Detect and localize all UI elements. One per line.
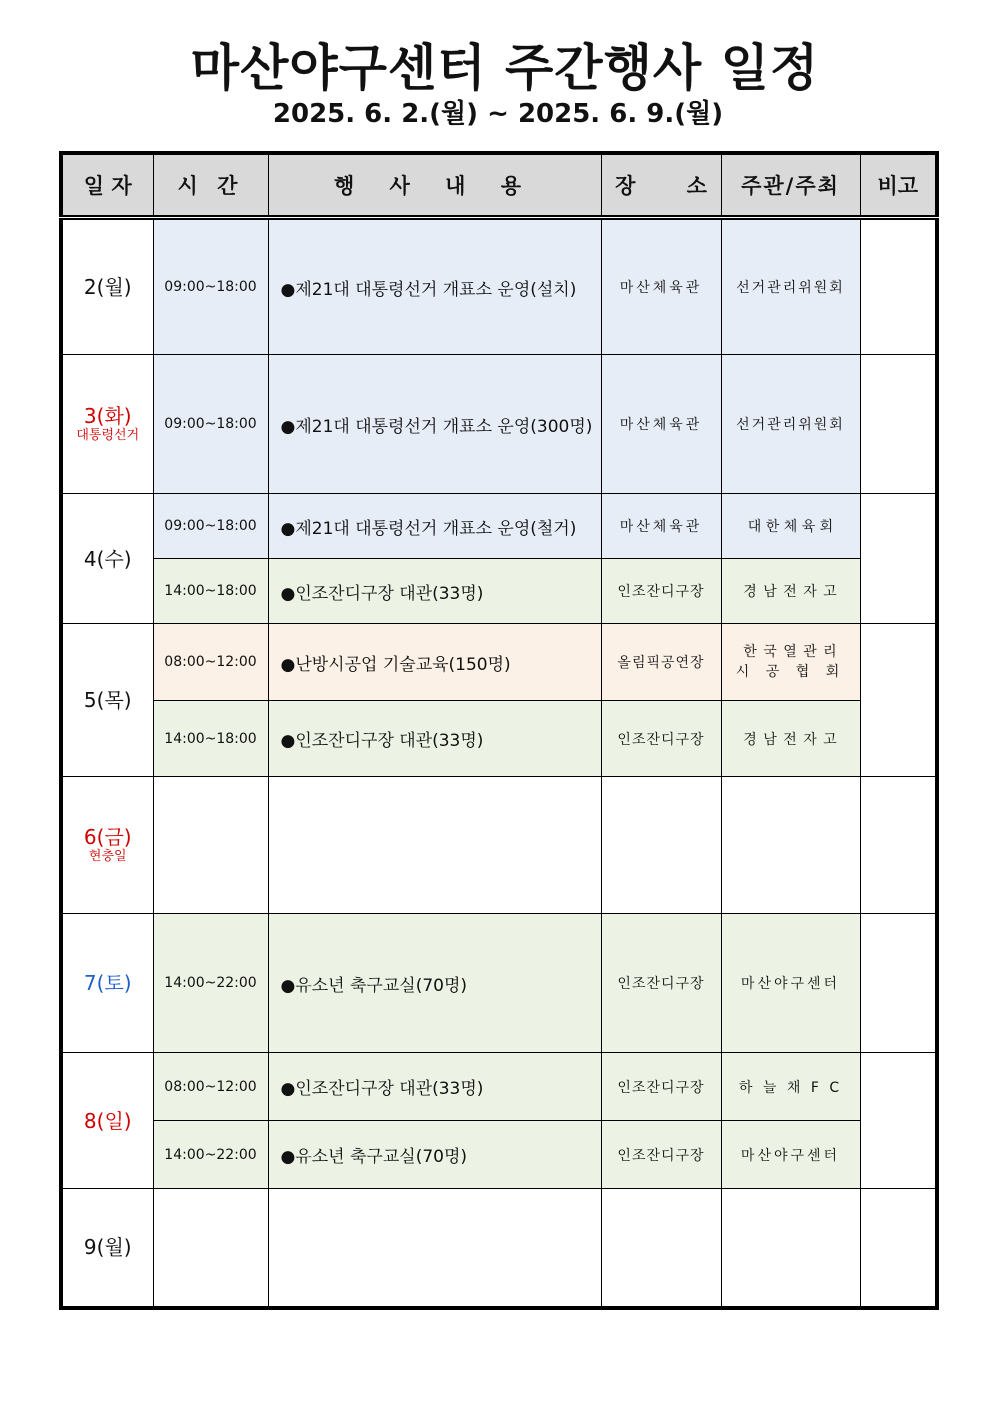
host-cell: 선거관리위원회 — [721, 218, 860, 355]
content-cell — [268, 1189, 601, 1308]
table-row — [61, 914, 937, 1053]
time-cell: 09:00~18:00 — [153, 355, 268, 494]
note-cell — [860, 355, 937, 494]
time-cell: 09:00~18:00 — [153, 218, 268, 355]
host-cell — [721, 1189, 860, 1308]
header-place: 장 소 — [601, 153, 721, 218]
header-content: 행 사 내 용 — [268, 153, 601, 218]
day-label: 2(월) — [83, 275, 132, 299]
host-cell: 선거관리위원회 — [721, 355, 860, 494]
content-cell: ●제21대 대통령선거 개표소 운영(300명) — [268, 355, 601, 494]
day-cell — [61, 494, 153, 624]
day-cell — [61, 914, 153, 1053]
host-cell: 마산야구센터 — [721, 914, 860, 1053]
time-cell: 08:00~12:00 — [153, 1053, 268, 1121]
host-cell: 경 남 전 자 고 — [721, 559, 860, 624]
day-label: 4(수) — [83, 546, 132, 571]
table-row — [61, 1121, 937, 1189]
time-cell — [153, 777, 268, 914]
place-cell — [601, 1189, 721, 1308]
note-cell — [860, 1053, 937, 1189]
table-row — [61, 1053, 937, 1121]
place-cell: 마산체육관 — [601, 494, 721, 559]
content-cell: ●제21대 대통령선거 개표소 운영(철거) — [268, 494, 601, 559]
content-cell: ●난방시공업 기술교육(150명) — [268, 624, 601, 701]
time-cell: 14:00~18:00 — [153, 701, 268, 777]
header-time: 시 간 — [153, 153, 268, 218]
content-cell: ●인조잔디구장 대관(33명) — [268, 559, 601, 624]
time-cell: 14:00~22:00 — [153, 914, 268, 1053]
place-cell: 인조잔디구장 — [601, 914, 721, 1053]
time-cell: 09:00~18:00 — [153, 494, 268, 559]
day-cell — [61, 218, 153, 355]
day-cell — [61, 777, 153, 914]
holiday-note: 대통령선거 — [76, 428, 140, 443]
day-cell — [61, 624, 153, 777]
note-cell — [860, 624, 937, 777]
table-header-row — [61, 153, 937, 218]
time-cell: 14:00~22:00 — [153, 1121, 268, 1189]
note-cell — [860, 914, 937, 1053]
day-cell — [61, 1053, 153, 1189]
place-cell: 인조잔디구장 — [601, 559, 721, 624]
table-row — [61, 701, 937, 777]
day-label: 6(금) — [83, 825, 132, 849]
content-cell: ●인조잔디구장 대관(33명) — [268, 701, 601, 777]
table-row — [61, 624, 937, 701]
day-label: 9(월) — [83, 1235, 132, 1260]
place-cell: 마산체육관 — [601, 355, 721, 494]
day-label: 3(화) — [83, 404, 132, 428]
day-cell — [61, 1189, 153, 1308]
table-row — [61, 777, 937, 914]
day-label: 5(목) — [83, 688, 132, 712]
header-note: 비고 — [860, 153, 937, 218]
content-cell — [268, 777, 601, 914]
time-cell — [153, 1189, 268, 1308]
host-cell: 대 한 체 육 회 — [721, 494, 860, 559]
place-cell: 인조잔디구장 — [601, 1121, 721, 1189]
host-cell — [721, 777, 860, 914]
table-row — [61, 355, 937, 494]
place-cell: 올림픽공연장 — [601, 624, 721, 701]
host-cell: 경 남 전 자 고 — [721, 701, 860, 777]
content-cell: ●유소년 축구교실(70명) — [268, 1121, 601, 1189]
content-cell: ●제21대 대통령선거 개표소 운영(설치) — [268, 218, 601, 355]
note-cell — [860, 1189, 937, 1308]
table-row — [61, 218, 937, 355]
day-label: 8(일) — [83, 1108, 132, 1133]
holiday-note: 현충일 — [88, 849, 127, 864]
place-cell: 인조잔디구장 — [601, 701, 721, 777]
host-cell — [721, 624, 860, 701]
schedule-period: 2025. 6. 2.(월) ~ 2025. 6. 9.(월) — [272, 99, 724, 129]
time-cell: 08:00~12:00 — [153, 624, 268, 701]
host-cell: 하 늘 채 F C — [721, 1053, 860, 1121]
table-row — [61, 559, 937, 624]
host-cell: 마산야구센터 — [721, 1121, 860, 1189]
host-line: 한 국 열 관 리 — [743, 644, 838, 660]
note-cell — [860, 494, 937, 624]
place-cell: 마산체육관 — [601, 218, 721, 355]
content-cell: ●인조잔디구장 대관(33명) — [268, 1053, 601, 1121]
time-cell: 14:00~18:00 — [153, 559, 268, 624]
weekly-schedule-table — [59, 151, 939, 1310]
place-cell: 인조잔디구장 — [601, 1053, 721, 1121]
place-cell — [601, 777, 721, 914]
header-date: 일 자 — [61, 153, 153, 218]
day-cell — [61, 355, 153, 494]
page-title: 마산야구센터 주간행사 일정 — [190, 39, 820, 97]
note-cell — [860, 777, 937, 914]
header-host: 주관/주최 — [721, 153, 860, 218]
table-row — [61, 494, 937, 559]
day-label: 7(토) — [83, 971, 132, 995]
host-line: 시 공 협 회 — [735, 664, 846, 680]
content-cell: ●유소년 축구교실(70명) — [268, 914, 601, 1053]
note-cell — [860, 218, 937, 355]
table-row — [61, 1189, 937, 1308]
